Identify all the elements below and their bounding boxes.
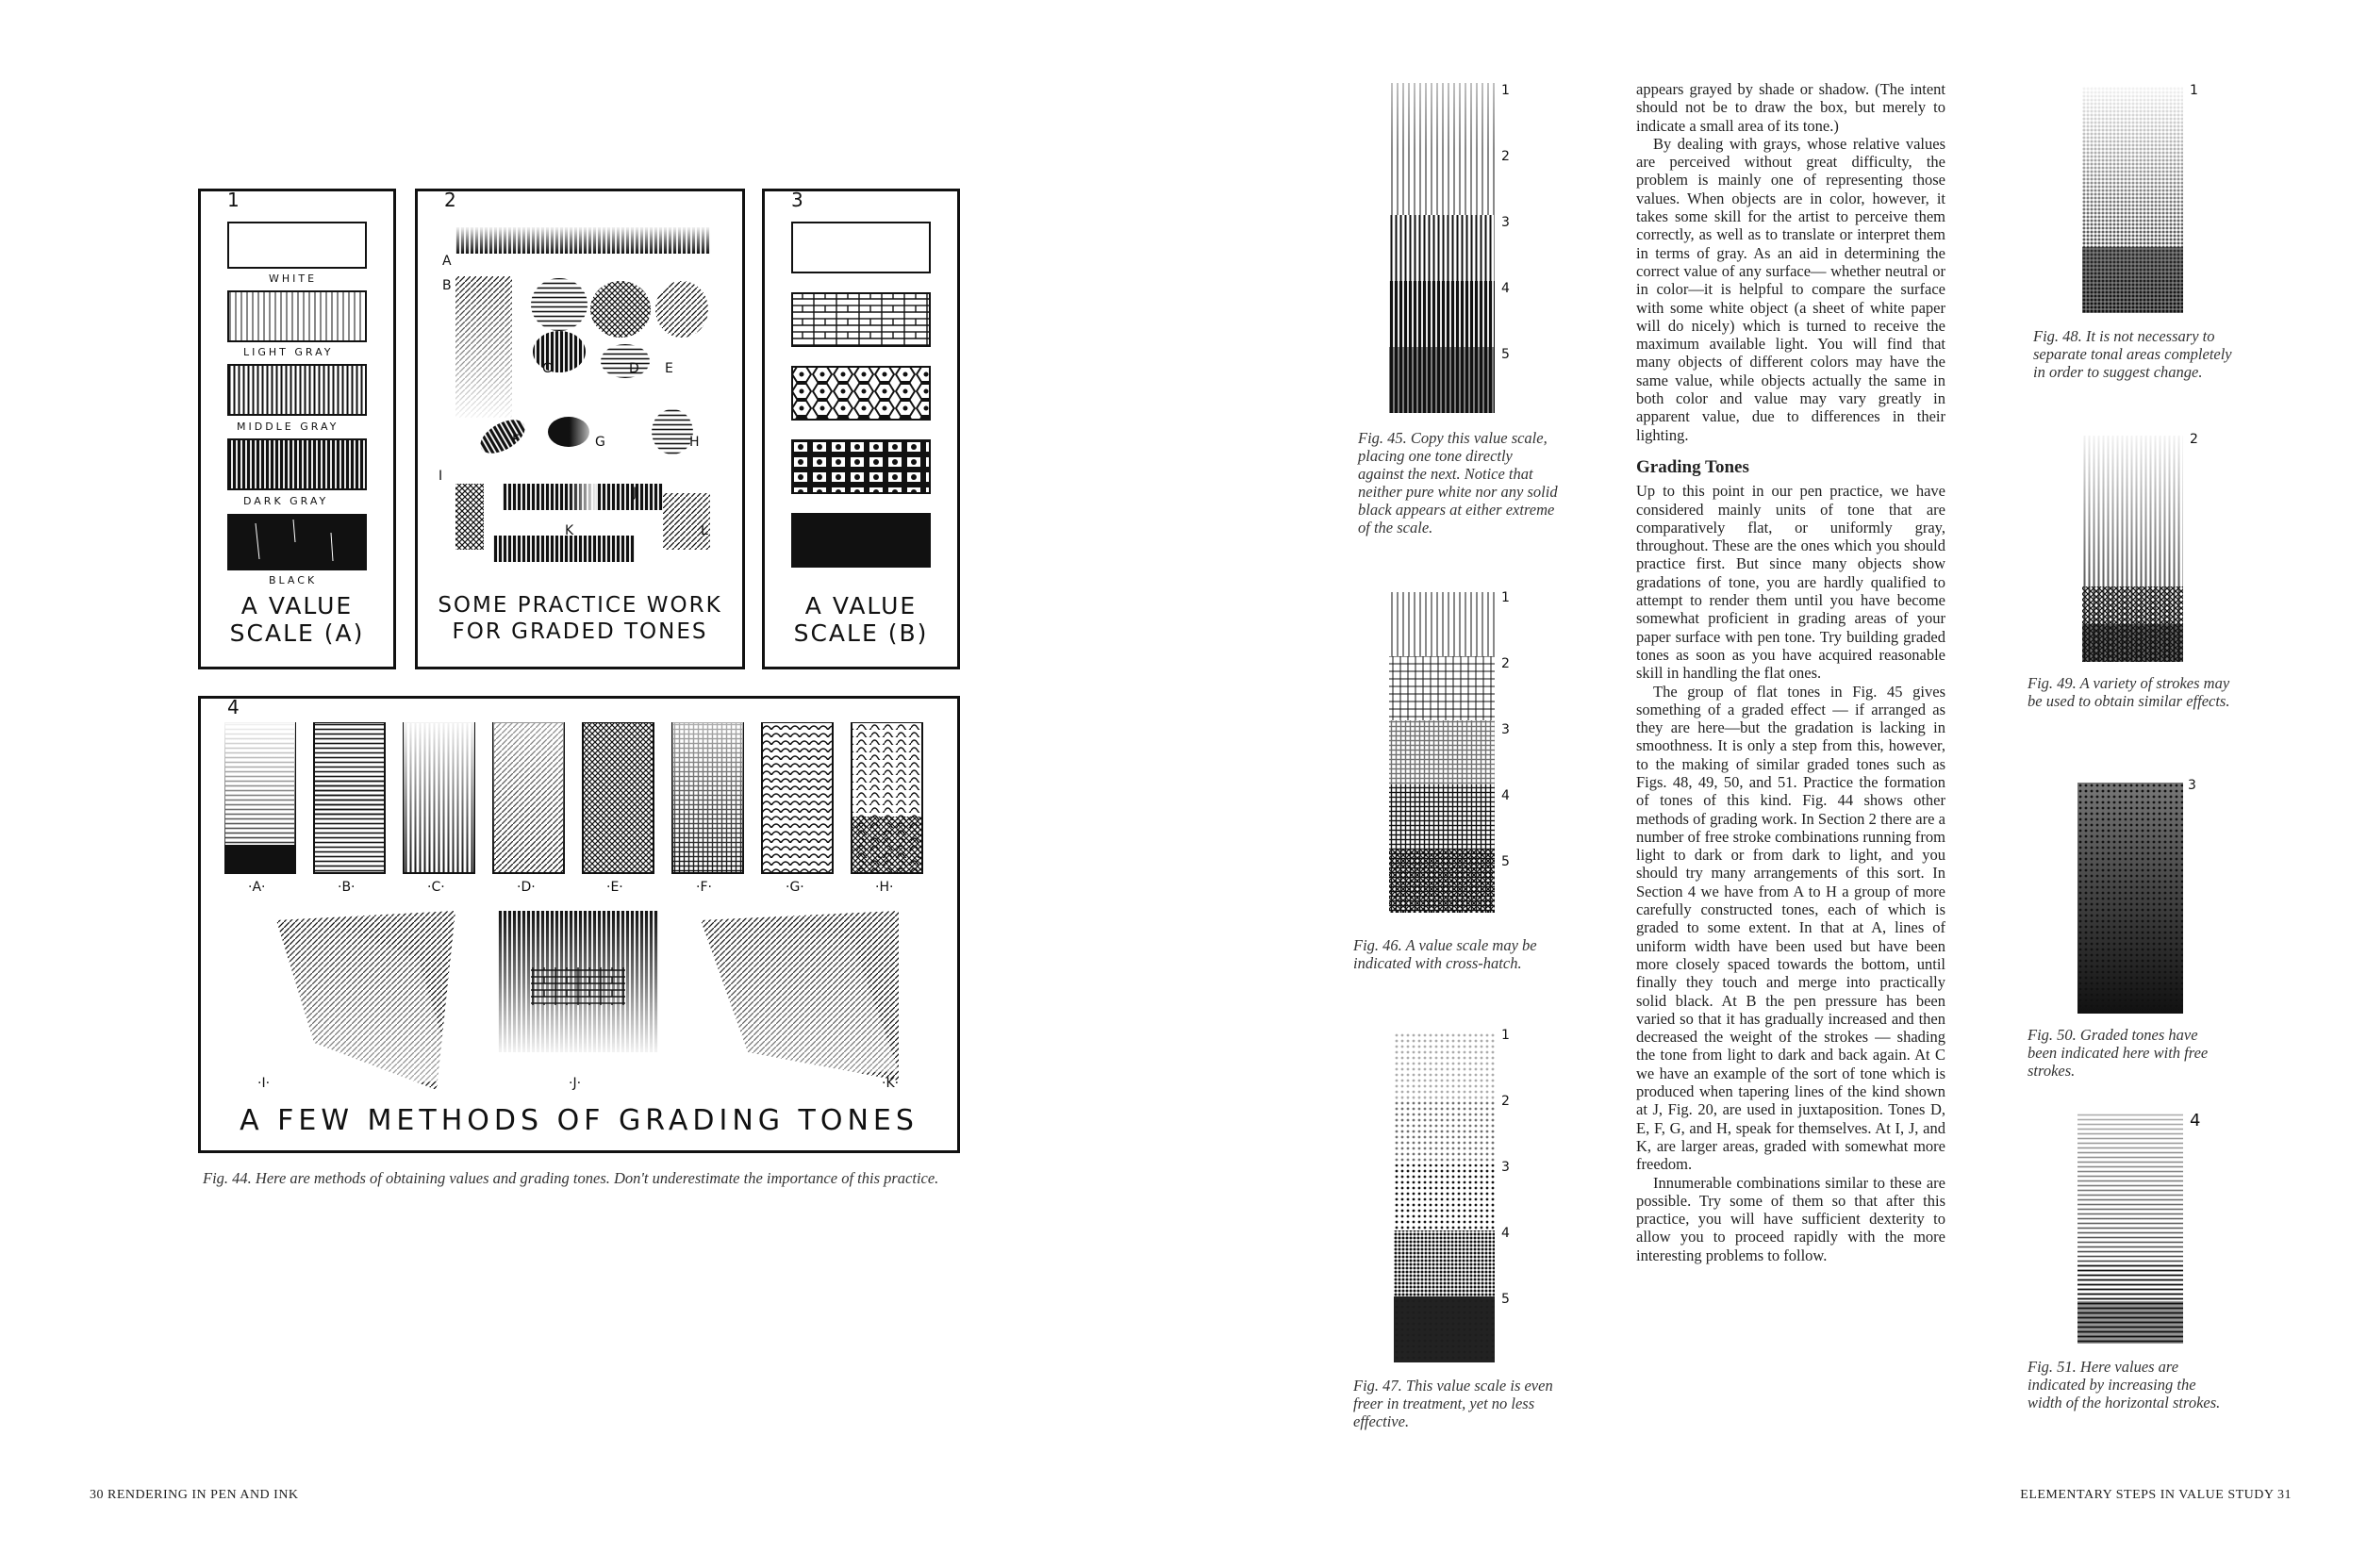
- grading-large-areas: [239, 911, 936, 1090]
- scale-number: 3: [1501, 722, 1510, 737]
- method-label: ·E·: [606, 880, 623, 895]
- method-label: ·H·: [875, 880, 894, 895]
- scale-number: 1: [1501, 83, 1510, 98]
- scale-number: 1: [1501, 1028, 1510, 1043]
- method-label: ·B·: [338, 880, 356, 895]
- paragraph: Up to this point in our pen practice, we have considered mainly units of tone that are comparatively flat, or uniformly gray, throughout. These are the ones which you should practice first. But since many objects show gradations of tone, you are hardly qualified to attempt to render them until you have become somewhat proficient in grading areas of your paper surface with pen tone. Try building graded tones as soon as you have acquired reasonable skill in handling the flat ones.: [1636, 482, 1945, 683]
- swatch-light-gray: [227, 290, 367, 342]
- panel-practice-graded-tones: [415, 189, 745, 669]
- fig45-caption: Fig. 45. Copy this value scale, placing one tone directly against the next. Notice that neither pure white nor any solid black appears at either extreme of the scale.: [1358, 429, 1558, 536]
- scale-number: 4: [1501, 788, 1510, 803]
- figure-caption: Fig. 44. Here are methods of obtaining values and grading tones. Don't underestimate the importance of this practice.: [203, 1169, 939, 1187]
- scale-number: 2: [1501, 656, 1510, 671]
- fig46-caption: Fig. 46. A value scale may be indicated with cross-hatch.: [1353, 936, 1537, 972]
- scale-number: 5: [1501, 1292, 1510, 1307]
- panel-title: A VALUE SCALE (A): [229, 592, 365, 647]
- fig-number: 4: [2190, 1111, 2201, 1131]
- page-footer: ELEMENTARY STEPS IN VALUE STUDY 31: [2020, 1488, 2292, 1502]
- method-label: ·G·: [786, 880, 804, 895]
- fig45-value-scale: [1389, 83, 1498, 413]
- scale-number: 2: [1501, 1094, 1510, 1109]
- fig49-graded-tone: [2082, 436, 2186, 662]
- method-label: ·J·: [569, 1076, 582, 1091]
- panel-number: 2: [444, 189, 456, 211]
- fig47-caption: Fig. 47. This value scale is even freer in treatment, yet no less effective.: [1353, 1377, 1553, 1430]
- stroke-letter: L: [701, 523, 708, 538]
- fig-number: 2: [2190, 432, 2198, 447]
- swatch-label: WHITE: [269, 272, 318, 285]
- scale-number: 1: [1501, 590, 1510, 605]
- swatch-middle-gray: [227, 364, 367, 416]
- scale-number: 4: [1501, 281, 1510, 296]
- method-label: ·I·: [257, 1076, 271, 1091]
- fig50-caption: Fig. 50. Graded tones have been indicated here with free strokes.: [2028, 1026, 2209, 1080]
- scale-number: 3: [1501, 215, 1510, 230]
- stroke-letter: J: [633, 486, 637, 501]
- swatch-black: [227, 514, 367, 570]
- panel-title: A VALUE SCALE (B): [793, 592, 929, 647]
- stroke-letter: G: [595, 435, 605, 450]
- fig51-caption: Fig. 51. Here values are indicated by increasing the width of the horizontal strokes.: [2028, 1358, 2221, 1411]
- swatch-dark-gray: [227, 438, 367, 490]
- stroke-letter: A: [442, 254, 452, 269]
- stroke-letter: F: [512, 433, 521, 448]
- panel-number: 3: [791, 189, 803, 211]
- scale-number: 3: [1501, 1160, 1510, 1175]
- stroke-letter: H: [689, 435, 700, 450]
- stroke-letter: K: [565, 523, 574, 538]
- method-label: ·F·: [696, 880, 712, 895]
- practice-strokes-illustration: [437, 220, 729, 569]
- fig-number: 1: [2190, 83, 2198, 98]
- swatch-squares: [791, 439, 931, 494]
- fig48-caption: Fig. 48. It is not necessary to separate tonal areas completely in order to suggest change.: [2033, 327, 2232, 381]
- swatch-white: [791, 222, 931, 273]
- scale-number: 4: [1501, 1226, 1510, 1241]
- panel-value-scale-a: [198, 189, 396, 669]
- section-heading: Grading Tones: [1636, 456, 1749, 477]
- swatch-label: LIGHT GRAY: [243, 346, 334, 358]
- page-footer: 30 RENDERING IN PEN AND INK: [90, 1488, 299, 1502]
- scale-number: 2: [1501, 149, 1510, 164]
- stroke-letter: D: [629, 361, 639, 376]
- panel-title: A FEW METHODS OF GRADING TONES: [240, 1104, 919, 1137]
- method-label: ·C·: [427, 880, 445, 895]
- paragraph: appears grayed by shade or shadow. (The intent should not be to draw the box, but merely to indicate a small area of its tone.): [1636, 80, 1945, 135]
- grading-swatches-a-to-h: [224, 722, 941, 897]
- fig-number: 3: [2188, 778, 2196, 793]
- panel-grading-methods: [198, 696, 960, 1153]
- stroke-letter: I: [439, 469, 443, 484]
- swatch-brick: [791, 292, 931, 347]
- scale-number: 5: [1501, 854, 1510, 869]
- fig47-free-scale: [1394, 1032, 1498, 1362]
- panel-title: SOME PRACTICE WORK FOR GRADED TONES: [438, 593, 722, 644]
- article-column: [1636, 80, 1945, 1264]
- method-label: ·A·: [248, 880, 266, 895]
- panel-value-scale-b: [762, 189, 960, 669]
- paragraph: Innumerable combinations similar to these are possible. Try some of them so that after this practice, you will have sufficient dexterity to allow you to proceed rapidly with the more interesting problems to follow.: [1636, 1173, 1945, 1264]
- method-label: ·K·: [882, 1076, 900, 1091]
- paragraph: By dealing with grays, whose relative values are perceived without great difficulty, the problem is mainly one of representing those values. When objects are in color, however, it takes some skill for the artist to perceive them correctly, as well as to translate or interpret them in terms of gray. As an aid in determining the correct value of any surface— whether neutral or in color—it is helpful to compare the surface with some white object (a sheet of white paper will do nicely) which is turned to receive the maximum available light. You will find that many objects of different colors may have the same value, while objects actually the same in both color and value may vary greatly in apparent value, due to differences in their lighting.: [1636, 134, 1945, 444]
- swatch-white: [227, 222, 367, 269]
- method-label: ·D·: [517, 880, 536, 895]
- swatch-label: DARK GRAY: [243, 495, 329, 507]
- fig46-crosshatch-scale: [1389, 592, 1498, 913]
- stroke-letter: E: [665, 361, 673, 376]
- paragraph: The group of flat tones in Fig. 45 gives something of a graded effect — if arranged as they are here—but the gradation is lacking in smoothness. It is only a step from this, however, to the making of similar graded tones such as Figs. 48, 49, 50, and 51. Practice the formation of tones of this kind. Fig. 44 shows other methods of grading work. In Section 2 there are a number of free stroke combinations running from light to dark or from dark to light, and you should try many arrangements of this sort. In Section 4 we have from A to H a group of more carefully constructed tones, each of which is graded to some extent. In that at A, lines of uniform width have been used but have been more closely spaced towards the bottom, until finally they touch and merge into practically solid black. At B the pen pressure has been varied so that it has gradually increased and then decreased the weight of the strokes — shading the tone from light to dark and back again. At C we have an example of the sort of tone which is produced when tapering lines of the kind shown at J, Fig. 20, are used in juxtaposition. Tones D, E, F, G, and H, speak for themselves. At I, J, and K, are larger areas, graded with somewhat more freedom.: [1636, 682, 1945, 1174]
- panel-number: 4: [227, 696, 240, 718]
- panel-number: 1: [227, 189, 240, 211]
- swatch-black-dots: [791, 513, 931, 568]
- swatch-hex: [791, 366, 931, 421]
- stroke-letter: C: [542, 361, 552, 376]
- scale-number: 5: [1501, 347, 1510, 362]
- stroke-letter: B: [442, 278, 452, 293]
- fig50-graded-tone: [2077, 783, 2186, 1014]
- fig49-caption: Fig. 49. A variety of strokes may be used to obtain similar effects.: [2028, 674, 2230, 710]
- fig48-graded-tone: [2082, 87, 2186, 313]
- swatch-label: BLACK: [269, 574, 318, 586]
- fig51-graded-tone: [2077, 1113, 2186, 1344]
- swatch-label: MIDDLE GRAY: [237, 421, 339, 433]
